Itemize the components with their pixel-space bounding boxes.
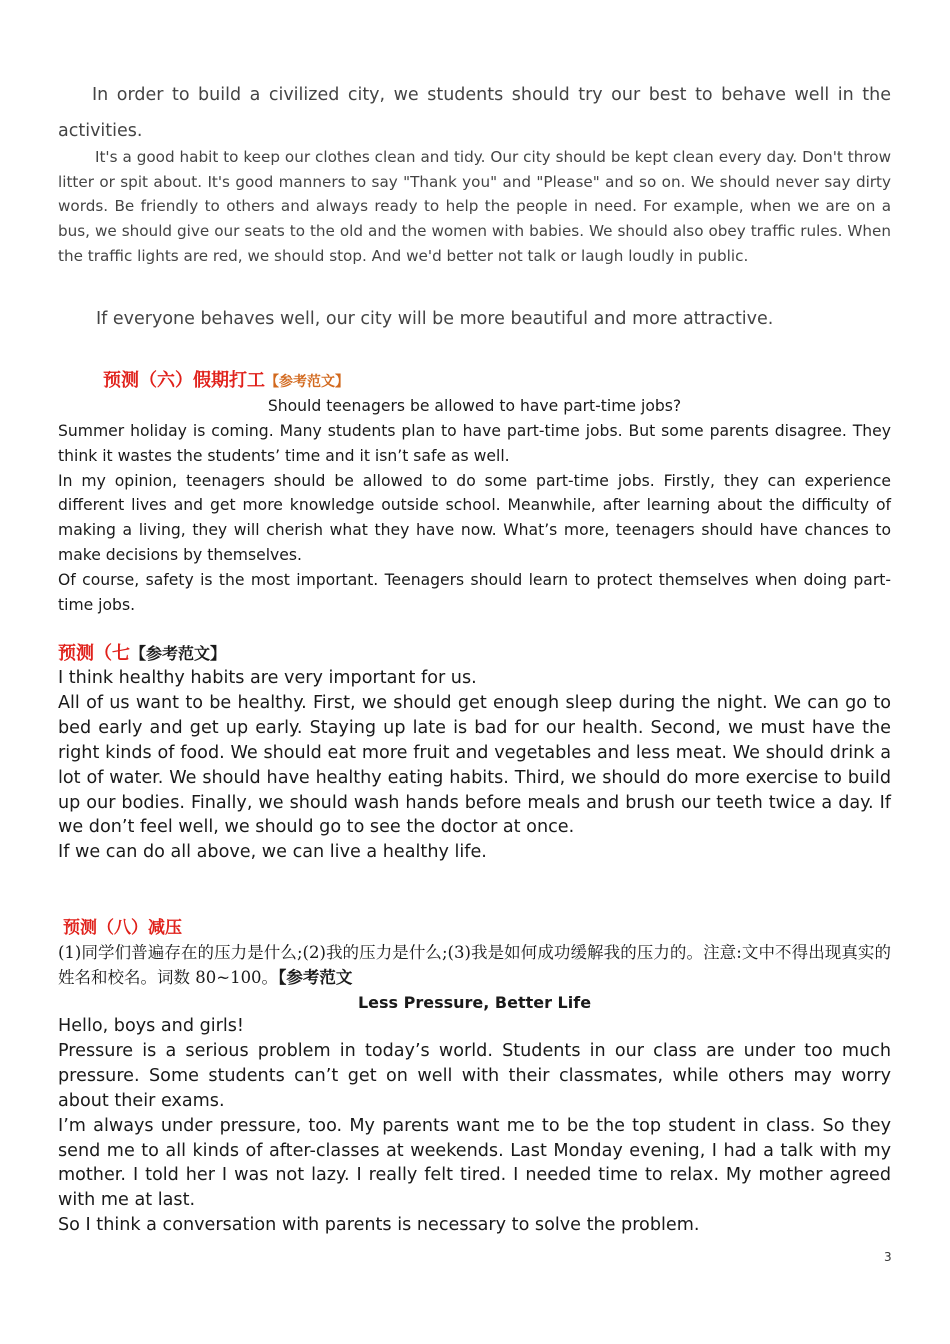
essay-title (58, 990, 891, 1015)
heading-text: 预测（七 (58, 643, 130, 664)
essay-part-time-jobs (58, 419, 891, 617)
reference-tag: 【参考范文】 (130, 644, 227, 663)
paragraph: In my opinion, teenagers should be allowed to do some part-time jobs. Firstly, they can experience different lives and get more knowledge outside school. Meanwhile, after learning about the difficulty of making a living, they will cherish what they have now. What’s more, teenagers should have chances to make decisions by themselves. (58, 471, 891, 564)
essay-civilized-city (58, 77, 891, 149)
essay-civilized-city-body (58, 145, 891, 269)
paragraph: All of us want to be healthy. First, we should get enough sleep during the night. We can go to bed early and get up early. Staying up late is bad for our health. Second, we must have the right kinds of food. We should eat more fruit and vegetables and less meat. We should drink a lot of water. We should have healthy eating habits. Third, we should do more exercise to build up our bodies. Finally, we should wash hands before meals and brush our teeth twice a day. If we don’t feel well, we should go to see the doctor at once. (58, 692, 891, 838)
paragraph: Hello, boys and girls! (58, 1016, 244, 1036)
paragraph: In order to build a civilized city, we students should try our best to behave well in the activities. (58, 85, 891, 141)
page-number: 3 (884, 1250, 892, 1264)
essay-title (58, 394, 891, 419)
heading-text: 预测（六）假期打工 (103, 370, 265, 391)
paragraph: I’m always under pressure, too. My parents want me to be the top student in class. So they send me to all kinds of after-classes at weekends. Last Monday evening, I had a talk with my mother. I told her I was not lazy. I really felt tired. I needed time to relax. My mother agreed with me at last. (58, 1115, 891, 1211)
essay-civilized-city-conclusion (58, 306, 891, 332)
paragraph: Summer holiday is coming. Many students plan to have part-time jobs. But some parents disagree. They think it wastes the students’ time and it isn’t safe as well. (58, 422, 891, 465)
paragraph: Of course, safety is the most important. Teenagers should learn to protect themselves when doing part-time jobs. (58, 570, 891, 614)
reference-tag: 【参考范文】 (265, 374, 349, 390)
essay-title-text: Should teenagers be allowed to have part-time jobs? (267, 397, 682, 415)
section-heading-7 (58, 641, 891, 667)
section-heading-8 (63, 915, 896, 941)
essay-less-pressure (58, 1014, 891, 1238)
paragraph: If everyone behaves well, our city will be more beautiful and more attractive. (96, 309, 774, 329)
paragraph: So I think a conversation with parents is necessary to solve the problem. (58, 1215, 700, 1236)
section-heading-6 (103, 368, 936, 395)
heading-text: 预测（八）减压 (63, 918, 182, 938)
writing-prompt (58, 940, 891, 990)
paragraph: If we can do all above, we can live a healthy life. (58, 842, 487, 863)
paragraph: It's a good habit to keep our clothes clean and tidy. Our city should be kept clean every day. Don't throw litter or spit about. It's good manners to say "Thank you" and "Please" and so on. We should never say dirty words. Be friendly to others and always ready to help the people in need. For example, when we are on a bus, we should give our seats to the old and the women with babies. We should also obey traffic rules. When the traffic lights are red, we should stop. And we'd better not talk or laugh loudly in public. (58, 148, 891, 265)
prompt-text: (1)同学们普遍存在的压力是什么;(2)我的压力是什么;(3)我是如何成功缓解我的压力的。注意:文中不得出现真实的姓名和校名。词数 80~100。 (58, 943, 891, 987)
paragraph: Pressure is a serious problem in today’s world. Students in our class are under too much pressure. Some students can’t get on well with their classmates, while others may worry about their exams. (58, 1040, 891, 1111)
reference-tag: 【参考范文 (278, 968, 353, 987)
paragraph: I think healthy habits are very important for us. (58, 668, 477, 688)
essay-title-text: Less Pressure, Better Life (357, 993, 592, 1012)
essay-healthy-habits (58, 666, 891, 865)
